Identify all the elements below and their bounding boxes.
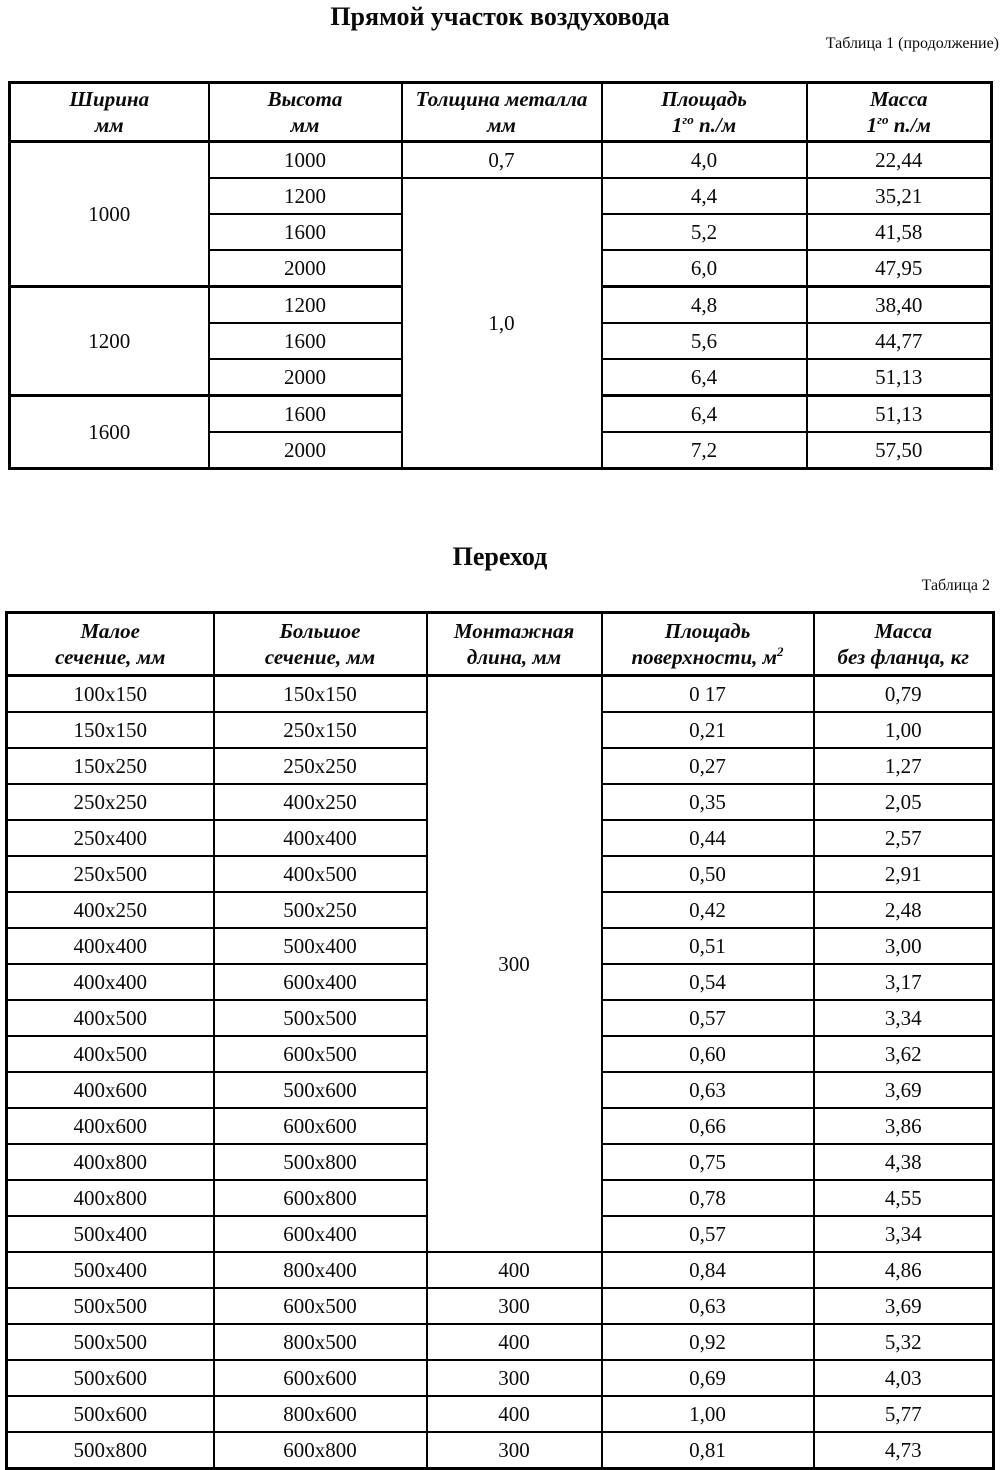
table-cell: 57,50 <box>807 432 992 469</box>
table-cell: 44,77 <box>807 323 992 359</box>
table-cell: 600x800 <box>214 1432 427 1469</box>
table-cell: 400x800 <box>7 1144 214 1180</box>
table-cell: 5,6 <box>602 323 807 359</box>
table-cell: 400x400 <box>7 964 214 1000</box>
table-cell: 500x800 <box>214 1144 427 1180</box>
table-cell: 0 17 <box>602 676 814 713</box>
table-cell: 3,69 <box>814 1288 994 1324</box>
table-cell: 1000 <box>209 142 402 179</box>
table-cell: 0,84 <box>602 1252 814 1288</box>
table-cell: 600x800 <box>214 1180 427 1216</box>
table-cell: 2000 <box>209 432 402 469</box>
document-page <box>0 2 1000 1470</box>
table-cell: 51,13 <box>807 359 992 396</box>
table-cell: 0,78 <box>602 1180 814 1216</box>
table-cell: 4,8 <box>602 287 807 324</box>
table-cell: 400 <box>427 1252 602 1288</box>
table-cell: 400 <box>427 1396 602 1432</box>
column-header: Большое сечение, мм <box>214 613 427 676</box>
table-cell: 4,38 <box>814 1144 994 1180</box>
table1-title: Прямой участок воздуховода <box>330 2 670 31</box>
table-cell: 150x150 <box>7 712 214 748</box>
table-cell: 0,63 <box>602 1288 814 1324</box>
table-cell: 500x400 <box>7 1252 214 1288</box>
table-cell: 0,60 <box>602 1036 814 1072</box>
table-cell: 600x600 <box>214 1108 427 1144</box>
table-cell: 0,57 <box>602 1000 814 1036</box>
table-cell: 0,69 <box>602 1360 814 1396</box>
table-cell: 6,4 <box>602 359 807 396</box>
table-cell: 2,05 <box>814 784 994 820</box>
column-header: Площадь поверхности, $м^2$ <box>602 613 814 676</box>
header-row <box>7 613 994 676</box>
column-header: Малое сечение, мм <box>7 613 214 676</box>
table-cell: 4,55 <box>814 1180 994 1216</box>
table-cell: 0,35 <box>602 784 814 820</box>
table-cell: 0,21 <box>602 712 814 748</box>
table-cell: 0,27 <box>602 748 814 784</box>
table-cell: 1600 <box>209 323 402 359</box>
table-cell: 1,27 <box>814 748 994 784</box>
table-cell: 0,57 <box>602 1216 814 1252</box>
table-cell: 1,00 <box>814 712 994 748</box>
table-cell: 4,86 <box>814 1252 994 1288</box>
table-cell: 300 <box>427 1432 602 1469</box>
table-cell: 4,03 <box>814 1360 994 1396</box>
table-cell: 800x600 <box>214 1396 427 1432</box>
table-cell: 6,4 <box>602 396 807 433</box>
table-cell: 0,66 <box>602 1108 814 1144</box>
table-cell: 0,7 <box>402 142 602 179</box>
table-cell: 500x500 <box>214 1000 427 1036</box>
table-cell: 600x500 <box>214 1036 427 1072</box>
table-cell: 300 <box>427 676 602 1253</box>
table-cell: 5,32 <box>814 1324 994 1360</box>
table-cell: 250x250 <box>7 784 214 820</box>
table-cell: 1600 <box>209 214 402 250</box>
table-cell: 1600 <box>209 396 402 433</box>
table-cell: 100x150 <box>7 676 214 713</box>
table-cell: 5,2 <box>602 214 807 250</box>
table-cell: 0,44 <box>602 820 814 856</box>
table2-title: Переход <box>452 542 548 571</box>
column-header: Толщина металла мм <box>402 83 602 142</box>
column-header: Площадь $1^{го}$ п./м <box>602 83 807 142</box>
table-cell: 47,95 <box>807 250 992 287</box>
table-cell: 2,48 <box>814 892 994 928</box>
table-row <box>7 1324 994 1360</box>
table-cell: 500x800 <box>7 1432 214 1469</box>
table-cell: 4,73 <box>814 1432 994 1469</box>
table-cell: 400x600 <box>7 1108 214 1144</box>
table-row <box>7 1288 994 1324</box>
table-cell: 0,92 <box>602 1324 814 1360</box>
table-cell: 150x150 <box>214 676 427 713</box>
table-cell: 500x600 <box>7 1396 214 1432</box>
table-cell: 0,54 <box>602 964 814 1000</box>
table-cell: 7,2 <box>602 432 807 469</box>
superscript: го <box>877 112 889 127</box>
table-cell: 1,00 <box>602 1396 814 1432</box>
table-cell: 1200 <box>10 287 209 396</box>
superscript: го <box>682 112 694 127</box>
table-cell: 1200 <box>209 178 402 214</box>
table-cell: 22,44 <box>807 142 992 179</box>
table-cell: 35,21 <box>807 178 992 214</box>
table-cell: 250x150 <box>214 712 427 748</box>
table-cell: 41,58 <box>807 214 992 250</box>
table-cell: 0,50 <box>602 856 814 892</box>
table-row <box>7 1360 994 1396</box>
table-cell: 400x600 <box>7 1072 214 1108</box>
table-cell: 3,34 <box>814 1000 994 1036</box>
transition-table <box>5 611 995 1470</box>
table-cell: 4,4 <box>602 178 807 214</box>
table-cell: 400x400 <box>7 928 214 964</box>
table-cell: 250x500 <box>7 856 214 892</box>
table-row <box>7 1252 994 1288</box>
column-header: Высота мм <box>209 83 402 142</box>
table-cell: 800x500 <box>214 1324 427 1360</box>
table-cell: 500x600 <box>214 1072 427 1108</box>
table-cell: 1200 <box>209 287 402 324</box>
table-cell: 3,69 <box>814 1072 994 1108</box>
table-cell: 0,42 <box>602 892 814 928</box>
table-cell: 2000 <box>209 359 402 396</box>
table-cell: 6,0 <box>602 250 807 287</box>
column-header: Масса $1^{го}$ п./м <box>807 83 992 142</box>
table-row <box>7 1432 994 1469</box>
table-cell: 3,86 <box>814 1108 994 1144</box>
table-cell: 51,13 <box>807 396 992 433</box>
table-row <box>7 676 994 713</box>
column-header: Монтажная длина, мм <box>427 613 602 676</box>
table-cell: 0,81 <box>602 1432 814 1469</box>
straight-duct-table <box>8 81 993 470</box>
table-cell: 400x250 <box>7 892 214 928</box>
table-cell: 500x250 <box>214 892 427 928</box>
table-cell: 400x250 <box>214 784 427 820</box>
table-row <box>7 1396 994 1432</box>
table-cell: 1600 <box>10 396 209 469</box>
table-cell: 38,40 <box>807 287 992 324</box>
table-cell: 0,63 <box>602 1072 814 1108</box>
table-cell: 3,62 <box>814 1036 994 1072</box>
table-cell: 400x500 <box>7 1036 214 1072</box>
table-cell: 0,51 <box>602 928 814 964</box>
table-cell: 600x500 <box>214 1288 427 1324</box>
table-cell: 400x500 <box>214 856 427 892</box>
table-cell: 800x400 <box>214 1252 427 1288</box>
table-cell: 0,75 <box>602 1144 814 1180</box>
header-row <box>10 83 992 142</box>
column-header: Масса без фланца, кг <box>814 613 994 676</box>
table-cell: 1,0 <box>402 178 602 469</box>
table-cell: 3,00 <box>814 928 994 964</box>
column-header: Ширина мм <box>10 83 209 142</box>
table2-caption: Таблица 2 <box>921 577 990 594</box>
table-cell: 4,0 <box>602 142 807 179</box>
table-cell: 2,57 <box>814 820 994 856</box>
table-cell: 2000 <box>209 250 402 287</box>
table-cell: 400x800 <box>7 1180 214 1216</box>
table-cell: 500x600 <box>7 1360 214 1396</box>
table-cell: 2,91 <box>814 856 994 892</box>
table-cell: 600x400 <box>214 964 427 1000</box>
table-cell: 400 <box>427 1324 602 1360</box>
table-cell: 500x400 <box>214 928 427 964</box>
table-cell: 400x500 <box>7 1000 214 1036</box>
table-cell: 0,79 <box>814 676 994 713</box>
table-cell: 150x250 <box>7 748 214 784</box>
table-cell: 300 <box>427 1288 602 1324</box>
table-cell: 600x600 <box>214 1360 427 1396</box>
table1-caption: Таблица 1 (продолжение) <box>825 35 999 52</box>
table-cell: 300 <box>427 1360 602 1396</box>
table-cell: 250x400 <box>7 820 214 856</box>
table-cell: 500x400 <box>7 1216 214 1252</box>
table-cell: 3,17 <box>814 964 994 1000</box>
table-cell: 3,34 <box>814 1216 994 1252</box>
table-cell: 500x500 <box>7 1324 214 1360</box>
table-cell: 1000 <box>10 142 209 287</box>
superscript: 2 <box>777 644 784 659</box>
table-cell: 5,77 <box>814 1396 994 1432</box>
table-cell: 250x250 <box>214 748 427 784</box>
table-cell: 400x400 <box>214 820 427 856</box>
table-cell: 500x500 <box>7 1288 214 1324</box>
table-row <box>10 142 992 179</box>
table-cell: 600x400 <box>214 1216 427 1252</box>
